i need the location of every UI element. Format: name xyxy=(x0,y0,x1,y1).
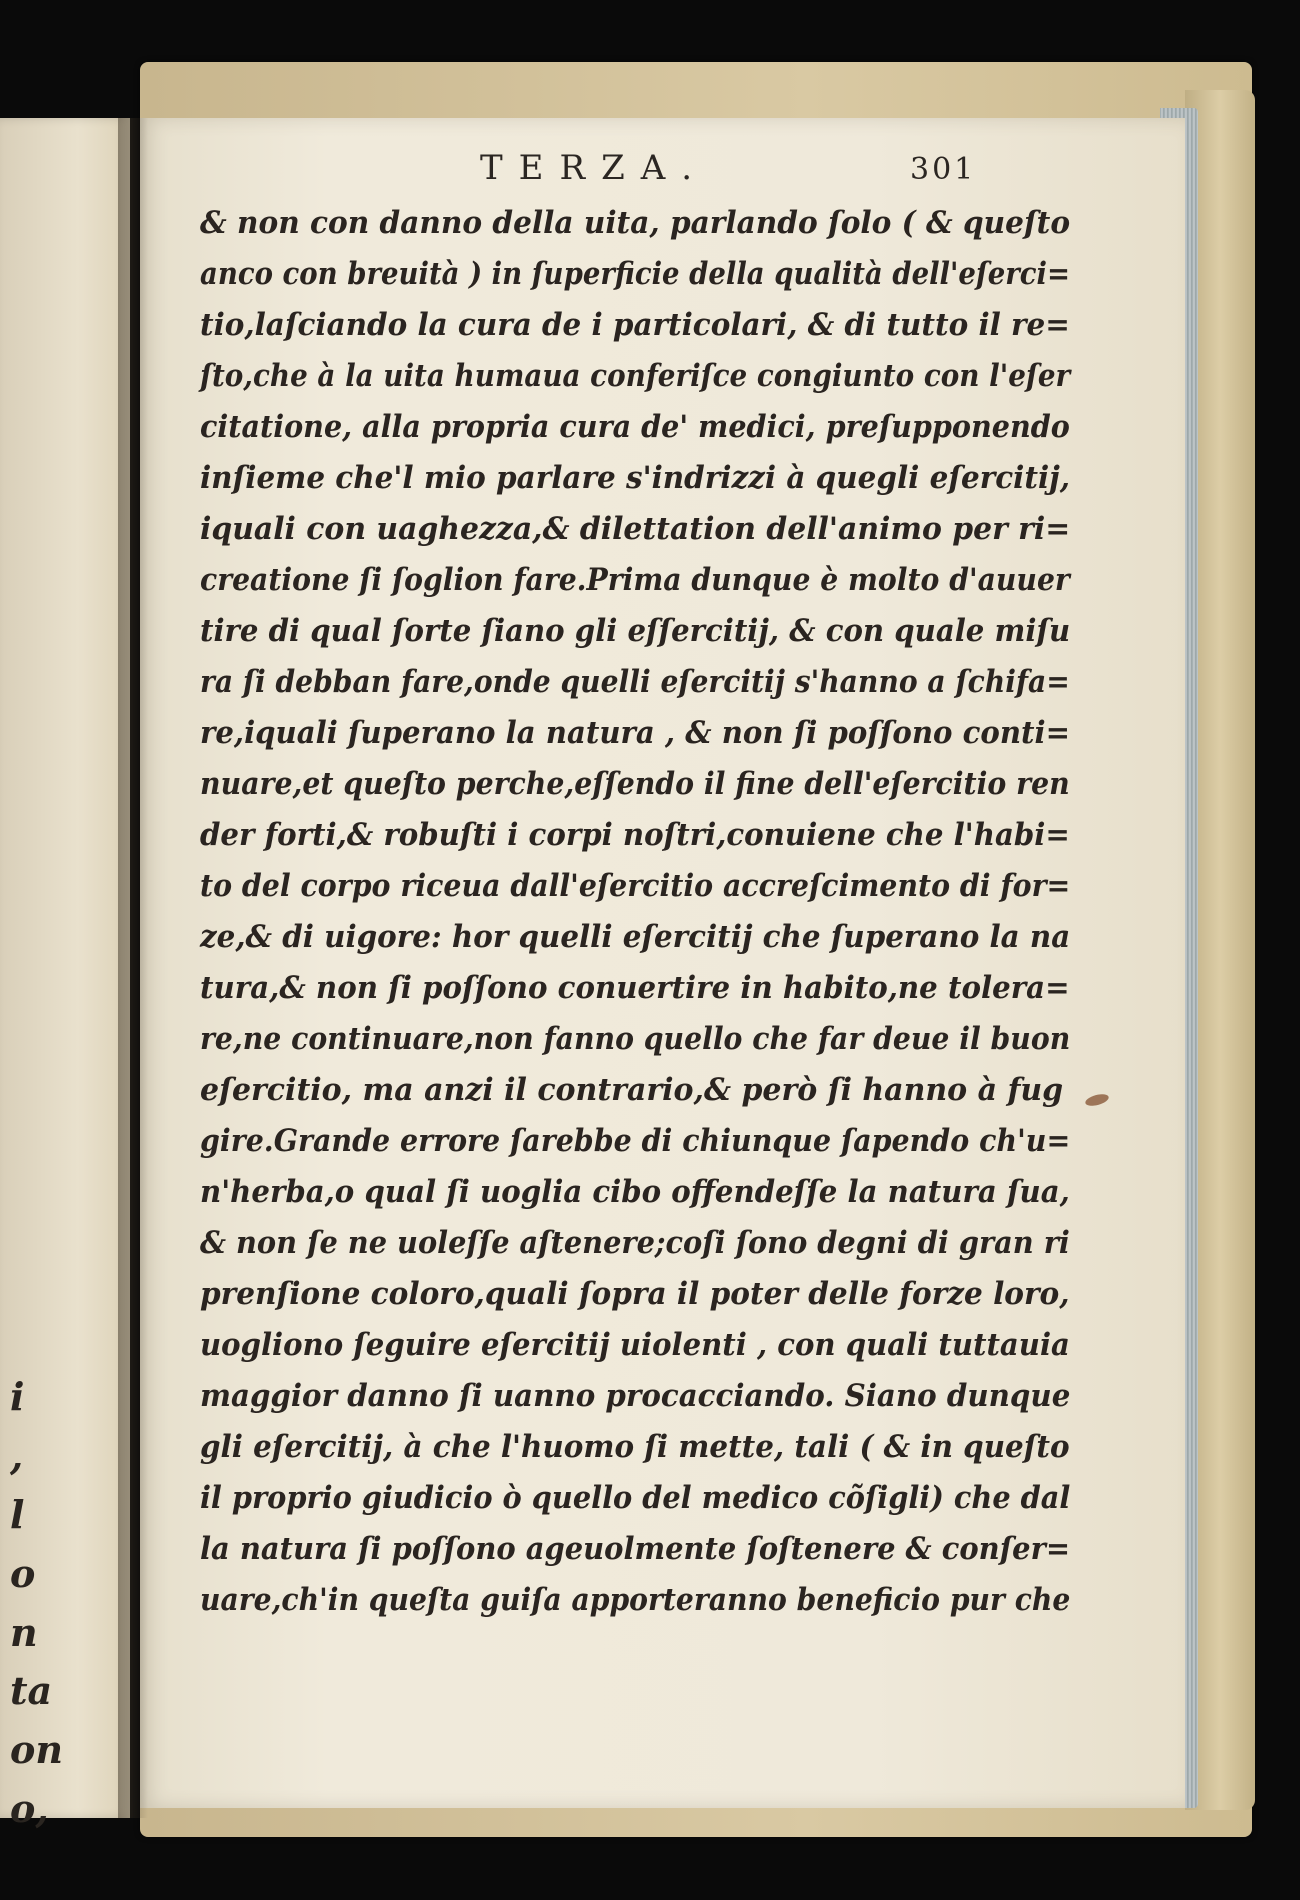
text-line: tura,& non ſi poſſono conuertire in habito,ne tolera= xyxy=(200,970,1070,1006)
text-line: n'herba,o qual ſi uoglia cibo offendeſſe la natura ſua, xyxy=(200,1174,1070,1210)
left-fragment: , xyxy=(10,1432,24,1478)
gutter-shadow xyxy=(118,118,148,1818)
text-line: tio,laſciando la cura de i particolari, & di tutto il re= xyxy=(200,307,1070,343)
text-line: & non con danno della uita, parlando ſolo ( & queſto xyxy=(200,205,1071,241)
text-line: ze,& di uigore: hor quelli eſercitij che ſuperano la na xyxy=(200,919,1071,955)
text-line: ſto,che à la uita humaua conferiſce congiunto con l'eſer xyxy=(200,358,1071,394)
running-head-title: TERZA. xyxy=(480,148,709,188)
text-line: gli eſercitij, à che l'huomo ſi mette, tali ( & in queſto xyxy=(200,1429,1070,1465)
left-page xyxy=(0,118,130,1832)
page-number: 301 xyxy=(910,152,977,187)
body-text xyxy=(200,198,1100,1626)
text-line: la natura ſi poſſono ageuolmente ſoſtenere & conſer= xyxy=(200,1531,1071,1567)
recto-page xyxy=(140,118,1185,1808)
text-line: re,iquali ſuperano la natura , & non ſi poſſono conti= xyxy=(200,715,1071,751)
left-fragment: i xyxy=(10,1374,25,1419)
text-line: prenſione coloro,quali ſopra il poter delle forze loro, xyxy=(200,1276,1070,1312)
text-line: iquali con uaghezza,& dilettation dell'animo per ri= xyxy=(200,511,1071,547)
text-line: re,ne continuare,non fanno quello che far deue il buon xyxy=(200,1021,1071,1057)
text-line: anco con breuità ) in ſuperficie della qualità dell'eſerci= xyxy=(200,256,1071,292)
text-line: tire di qual ſorte ſiano gli eſſercitij, & con quale miſu xyxy=(200,613,1071,649)
text-line: ra ſi debban fare,onde quelli eſercitij s'hanno a ſchifa= xyxy=(200,664,1070,700)
text-line: nuare,et queſto perche,eſſendo il fine dell'eſercitio ren xyxy=(200,766,1070,802)
left-fragment: l xyxy=(10,1491,25,1537)
text-line: uare,ch'in queſta guiſa apporteranno beneficio pur che xyxy=(200,1582,1071,1618)
text-line: creatione ſi ſoglion fare.Prima dunque è molto d'auuer xyxy=(200,562,1070,598)
left-fragment: ta xyxy=(10,1668,53,1714)
text-line: uogliono ſeguire eſercitij uiolenti , con quali tuttauia xyxy=(200,1327,1070,1363)
left-fragment: o xyxy=(10,1550,36,1596)
text-line: & non ſe ne uoleſſe aſtenere;coſi ſono degni di gran ri xyxy=(200,1225,1070,1261)
text-line: il proprio giudicio ò quello del medico cõſigli) che dal xyxy=(200,1480,1071,1516)
text-line: citatione, alla propria cura de' medici, preſupponendo xyxy=(200,409,1070,445)
text-line: maggior danno ſi uanno procacciando. Siano dunque xyxy=(200,1378,1071,1414)
left-fragment: on xyxy=(10,1727,63,1773)
text-line: to del corpo riceua dall'eſercitio accreſcimento di for= xyxy=(200,868,1071,904)
left-page-text-fragments xyxy=(10,1368,63,1839)
left-fragment: o, xyxy=(10,1786,49,1832)
left-fragment: n xyxy=(10,1609,38,1655)
running-head xyxy=(140,148,1185,198)
text-line: gire.Grande errore ſarebbe di chiunque ſapendo ch'u= xyxy=(200,1123,1071,1159)
text-line: der forti,& robuſti i corpi noſtri,conuiene che l'habi= xyxy=(200,817,1070,853)
text-line: eſercitio, ma anzi il contrario,& però ſi hanno à fug xyxy=(200,1072,1064,1108)
text-line: inſieme che'l mio parlare s'indrizzi à quegli eſercitij, xyxy=(200,460,1071,496)
